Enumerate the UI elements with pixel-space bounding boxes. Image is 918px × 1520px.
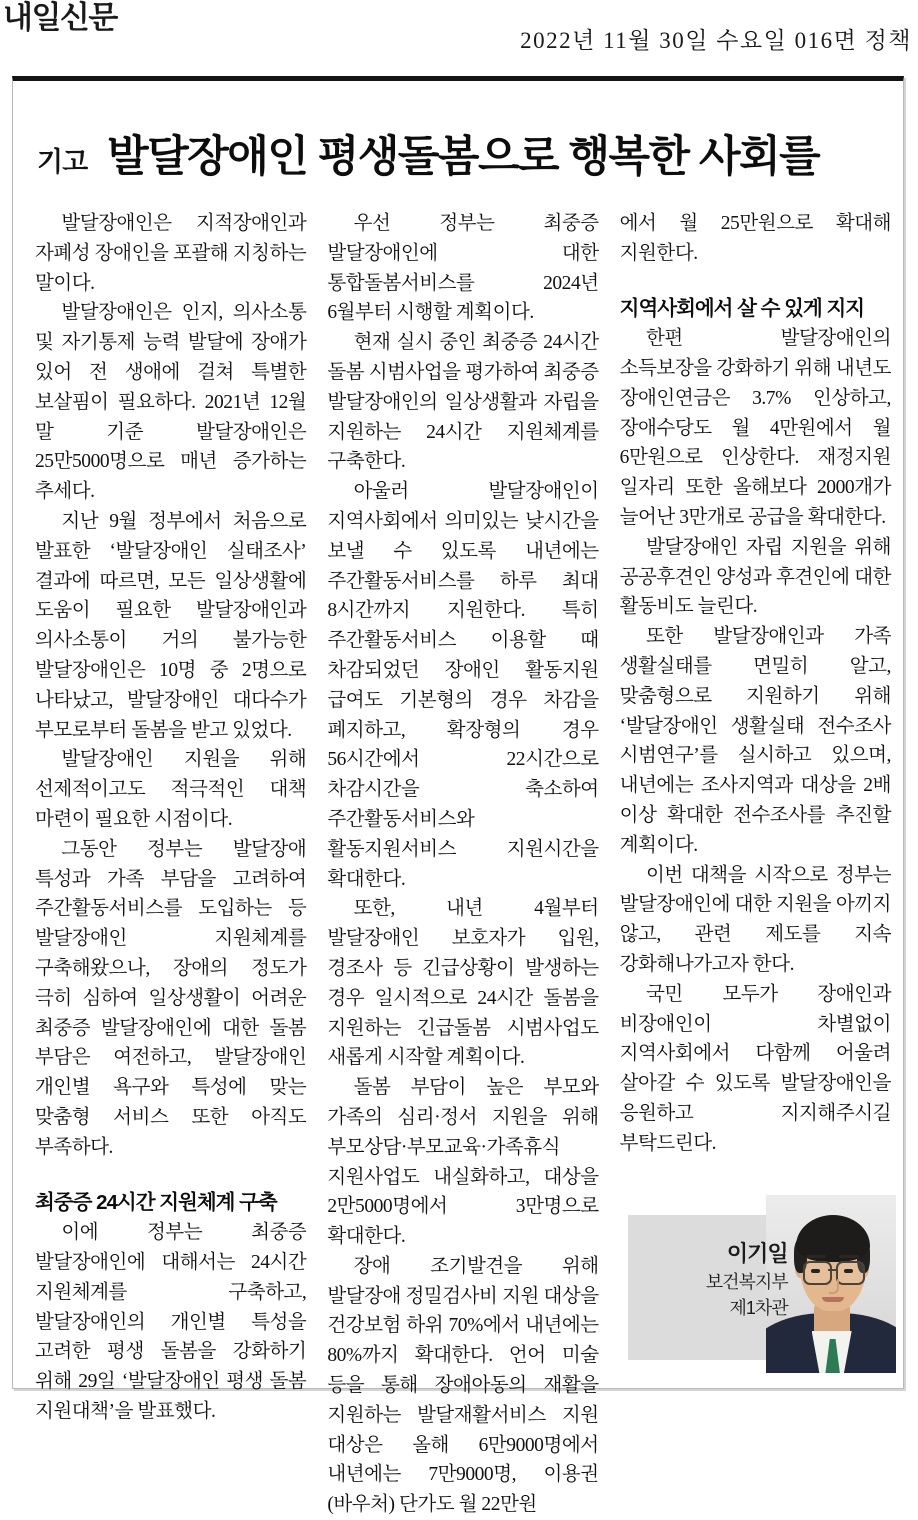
section-subhead: 지역사회에서 살 수 있게 지지: [619, 296, 865, 320]
text-column-3: [620, 209, 891, 1389]
body-paragraph: 발달장애인 지원을 위해 선제적이고도 적극적인 대책 마련이 필요한 시점이다.: [35, 749, 307, 830]
text-column-2: [327, 209, 599, 1516]
body-paragraph: 장애 조기발견을 위해 발달장애 정밀검사비 지원 대상을 건강보험 하위 70%에서 내년에는 80%까지 확대한다. 언어 미술 등을 통해 장애아동의 재활을 지원하는 발달재활서비스 지원 대상은 올해 6만9000명에서 내년에는 7만9000명, 이용권(바우처) 단가도 월 22만원: [327, 1255, 599, 1516]
body-paragraph: 발달장애인은 인지, 의사소통 및 자기통제 능력 발달에 장애가 있어 전 생애에 걸쳐 특별한 보살핌이 필요하다. 2021년 12월 말 기준 발달장애인은 25만5000명으로 매년 증가하는 추세다.: [35, 302, 307, 503]
portrait-eyeglass-right: [836, 1261, 865, 1285]
body-paragraph: 한편 발달장애인의 소득보장을 강화하기 위해 내년도 장애인연금은 3.7% 인상하고, 장애수당도 월 4만원에서 월 6만원으로 인상한다. 재정지원 일자리 또한 올해보다 2000개가 늘어난 3만개로 공급을 확대한다.: [619, 328, 891, 529]
headline-block: [13, 81, 903, 210]
author-title: 제1차관: [729, 1297, 788, 1318]
article-columns: [13, 209, 905, 1516]
body-paragraph: 국민 모두가 장애인과 비장애인이 차별없이 지역사회에서 다함께 어울려 살아갈 수 있도록 발달장애인을 응원하고 지지해주시길 부탁드린다.: [619, 983, 891, 1154]
text-column-1: [35, 209, 307, 1422]
body-paragraph: 또한, 내년 4월부터 발달장애인 보호자가 입원, 경조사 등 긴급상황이 발생하는 경우 일시적으로 24시간 돌봄을 지원하는 긴급돌봄 시범사업도 새롭게 시작할 계획이다.: [327, 898, 599, 1069]
body-paragraph: 지난 9월 정부에서 처음으로 발표한 ‘발달장애인 실태조사’ 결과에 따르면, 모든 일상생활에 도움이 필요한 발달장애인과 의사소통이 거의 불가능한 발달장애인은 10명 중 2명으로 나타났고, 발달장애인 대다수가 부모로부터 돌봄을 받고 있었다.: [35, 510, 307, 741]
body-paragraph: 발달장애인은 지적장애인과 자폐성 장애인을 포괄해 지칭하는 말이다.: [35, 213, 307, 294]
portrait-nose: [829, 1279, 839, 1294]
portrait-eyebrow-right: [839, 1255, 859, 1258]
body-paragraph: 또한 발달장애인과 가족 생활실태를 면밀히 알고, 맞춤형으로 지원하기 위해 ‘발달장애인 생활실태 전수조사 시범연구’를 실시하고 있으며, 내년에는 조사지역과 대상을 2배 이상 확대한 전수조사를 추진할 계획이다.: [619, 626, 891, 856]
author-name: 이기일: [726, 1241, 788, 1266]
body-paragraph: 에서 월 25만원으로 확대해 지원한다.: [619, 213, 891, 264]
portrait-mouth: [822, 1297, 844, 1302]
body-paragraph: 발달장애인 자립 지원을 위해 공공후견인 양성과 후견인에 대한 활동비도 늘린다.: [619, 536, 891, 618]
newspaper-logo: 내일신문: [3, 0, 117, 35]
portrait-eye-right: [844, 1269, 853, 1273]
body-paragraph: 이번 대책을 시작으로 정부는 발달장애인에 대한 지원을 아끼지 않고, 관련 제도를 지속 강화해나가고자 한다.: [619, 864, 891, 975]
body-paragraph: 그동안 정부는 발달장애 특성과 가족 부담을 고려하여 주간활동서비스를 도입하는 등 발달장애인 지원체계를 구축해왔으나, 장애의 정도가 극히 심하여 일상생활이 어려운 최중증 발달장애인에 대한 돌봄 부담은 여전하고, 발달장애인 개인별 욕구와 특성에 맞는 맞춤형 서비스 또한 아직도 부족하다.: [35, 838, 307, 1158]
portrait-eyeglass-left: [803, 1261, 832, 1285]
article-frame: [12, 76, 904, 1516]
portrait-eyebrow-left: [806, 1255, 826, 1258]
byline-text: [628, 1239, 788, 1321]
author-organization: 보건복지부: [705, 1271, 788, 1292]
body-paragraph: 이에 정부는 최중증 발달장애인에 대해서는 24시간 지원체계를 구축하고, 발달장애인의 개인별 특성을 고려한 평생 돌봄을 강화하기 위해 29일 ‘발달장애인 평생 돌봄 지원대책’을 발표했다.: [35, 1222, 307, 1422]
masthead: [0, 0, 918, 68]
body-paragraph: 돌봄 부담이 높은 부모와 가족의 심리·정서 지원을 위해 부모상담·부모교육·가족휴식 지원사업도 내실화하고, 대상을 2만5000명에서 3만명으로 확대한다.: [327, 1077, 599, 1248]
author-byline-block: [628, 1187, 896, 1375]
section-subhead: 최중증 24시간 지원체계 구축: [35, 1190, 277, 1214]
article-kicker: 기고: [37, 146, 88, 177]
body-paragraph: 우선 정부는 최중증 발달장애인에 대한 통합돌봄서비스를 2024년 6월부터 시행할 계획이다.: [327, 213, 599, 324]
body-paragraph: 현재 실시 중인 최중증 24시간 돌봄 시범사업을 평가하여 최중증 발달장애인의 일상생활과 자립을 지원하는 24시간 지원체계를 구축한다.: [327, 332, 599, 473]
portrait-eyeglass-bridge: [828, 1269, 836, 1271]
body-paragraph: 아울러 발달장애인이 지역사회에서 의미있는 낮시간을 보낼 수 있도록 내년에는 주간활동서비스를 하루 최대 8시간까지 지원한다. 특히 주간활동서비스 이용할 때 차감되었던 장애인 활동지원 급여도 기본형의 경우 차감을 폐지하고, 확장형의 경우 56시간에서 22시간으로 차감시간을 축소하여 주간활동서비스와 활동지원서비스 지원시간을 확대한다.: [327, 481, 599, 890]
portrait-eye-left: [811, 1269, 820, 1273]
issue-date-line: 2022년 11월 30일 수요일 016면 정책: [520, 28, 912, 53]
article-headline: 발달장애인 평생돌봄으로 행복한 사회를: [107, 132, 820, 181]
